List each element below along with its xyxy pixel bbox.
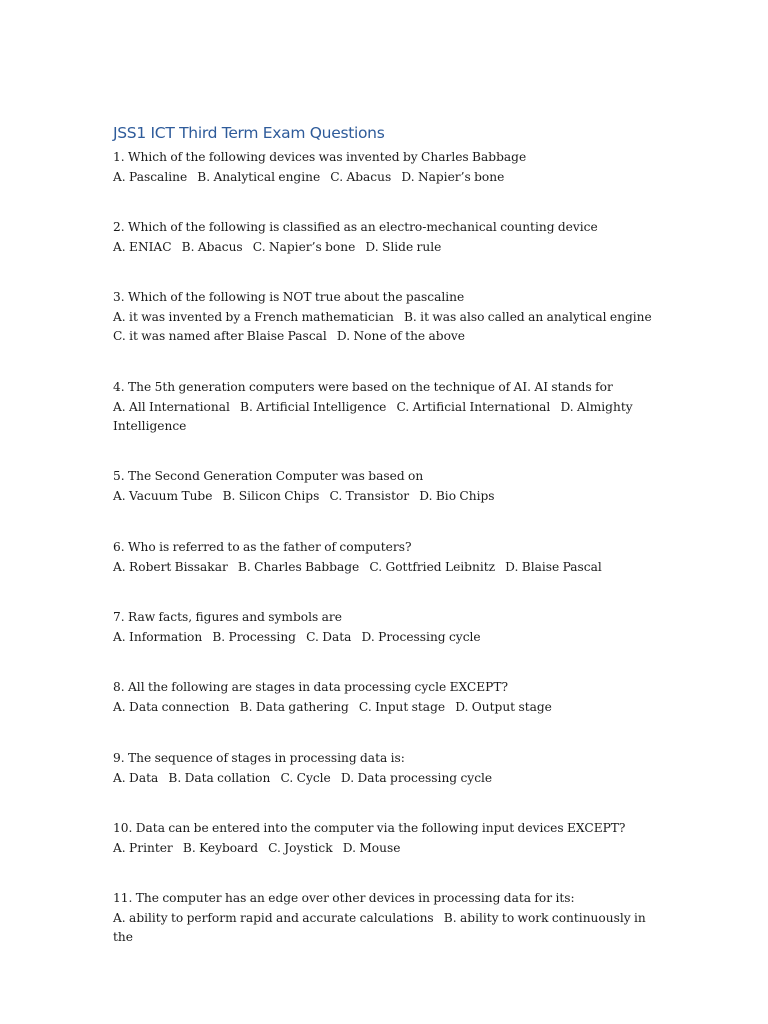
question-4 <box>113 378 658 437</box>
question-text: 7. Raw facts, figures and symbols are <box>113 610 342 624</box>
question-text: 1. Which of the following devices was invented by Charles Babbage <box>113 150 527 164</box>
question-text: 4. The 5th generation computers were based on the technique of AI. AI stands for <box>113 380 613 394</box>
question-1 <box>113 148 658 187</box>
question-5 <box>113 467 658 506</box>
question-options: A. Information B. Processing C. Data D. Processing cycle <box>113 629 481 644</box>
question-options: A. ability to perform rapid and accurate calculations B. ability to work continuously in the <box>113 910 650 944</box>
question-text: 8. All the following are stages in data processing cycle EXCEPT? <box>113 680 509 694</box>
question-7 <box>113 608 658 647</box>
question-options: A. ENIAC B. Abacus C. Napier’s bone D. Slide rule <box>113 239 442 254</box>
question-options: A. Robert Bissakar B. Charles Babbage C. Gottfried Leibnitz D. Blaise Pascal <box>113 559 602 574</box>
question-6 <box>113 538 658 577</box>
question-text: 6. Who is referred to as the father of computers? <box>113 540 412 554</box>
question-options: A. All International B. Artificial Intelligence C. Artificial International D. Almighty Intelligence <box>113 399 636 433</box>
question-options: A. Data connection B. Data gathering C. Input stage D. Output stage <box>113 699 552 714</box>
question-8 <box>113 678 658 717</box>
question-text: 2. Which of the following is classified as an electro-mechanical counting device <box>113 220 598 234</box>
question-3 <box>113 288 662 347</box>
document-title: JSS1 ICT Third Term Exam Questions <box>113 124 385 142</box>
question-text: 11. The computer has an edge over other devices in processing data for its: <box>113 891 575 905</box>
question-text: 5. The Second Generation Computer was based on <box>113 469 424 483</box>
question-options: A. Data B. Data collation C. Cycle D. Data processing cycle <box>113 770 493 785</box>
question-options: A. Vacuum Tube B. Silicon Chips C. Transistor D. Bio Chips <box>113 488 495 503</box>
question-text: 3. Which of the following is NOT true about the pascaline <box>113 290 465 304</box>
question-options: A. Printer B. Keyboard C. Joystick D. Mouse <box>113 840 401 855</box>
question-options: A. it was invented by a French mathematician B. it was also called an analytical engine C. it was named after Blaise Pascal D. None of the above <box>113 309 662 343</box>
question-11 <box>113 889 658 948</box>
question-options: A. Pascaline B. Analytical engine C. Abacus D. Napier’s bone <box>113 169 505 184</box>
question-2 <box>113 218 658 257</box>
question-text: 10. Data can be entered into the computer via the following input devices EXCEPT? <box>113 821 626 835</box>
question-9 <box>113 749 658 788</box>
question-10 <box>113 819 658 858</box>
question-text: 9. The sequence of stages in processing data is: <box>113 751 405 765</box>
